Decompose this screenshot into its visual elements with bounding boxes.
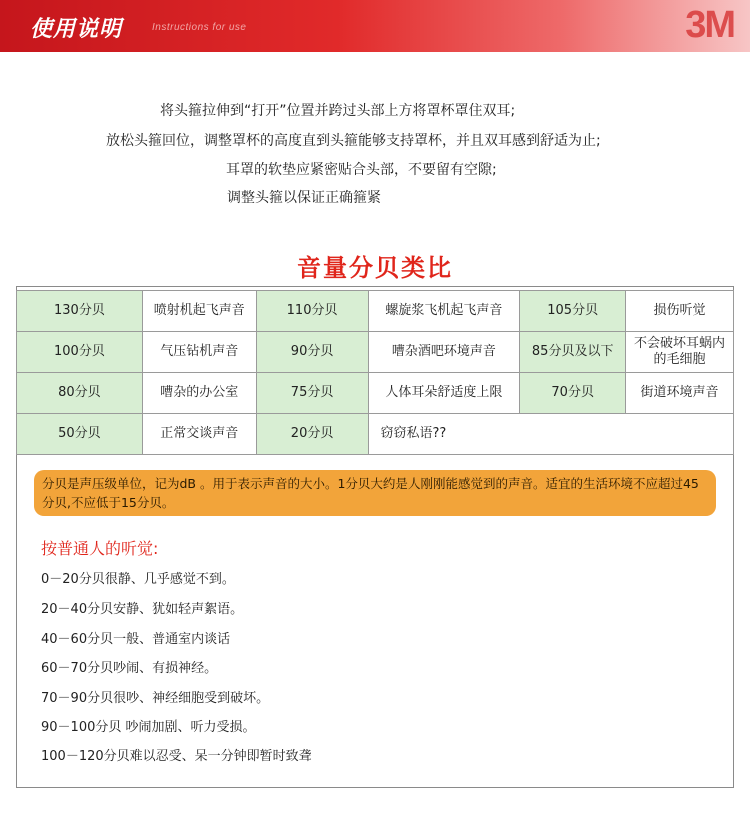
header-title: 使用说明 xyxy=(30,17,123,42)
table-cell: 气压钻机声音 xyxy=(142,332,256,373)
table-cell: 20分贝 xyxy=(256,414,368,455)
instruction-line: 调整头箍以保证正确箍紧 xyxy=(227,190,381,206)
instruction-line: 将头箍拉伸到“打开”位置并跨过头部上方将罩杯罩住双耳; xyxy=(160,103,516,119)
section-title: 音量分贝类比 xyxy=(297,254,453,282)
table-cell: 105分贝 xyxy=(520,291,626,332)
table-cell: 人体耳朵舒适度上限 xyxy=(368,373,520,414)
list-item: 90－100分贝 吵闹加剧、听力受损。 xyxy=(41,720,256,735)
instruction-line: 耳罩的软垫应紧密贴合头部，不要留有空隙; xyxy=(226,162,497,178)
table-cell: 嘈杂酒吧环境声音 xyxy=(368,332,520,373)
table-row xyxy=(17,291,734,332)
table-cell: 正常交谈声音 xyxy=(142,414,256,455)
list-item: 100－120分贝难以忍受、呆一分钟即暂时致聋 xyxy=(41,749,312,764)
table-cell: 螺旋浆飞机起飞声音 xyxy=(368,291,520,332)
table-cell: 不会破坏耳蜗内的毛细胞 xyxy=(626,332,734,373)
table-row xyxy=(17,414,734,455)
hearing-title: 按普通人的听觉: xyxy=(41,539,159,558)
list-item: 60－70分贝吵闹、有损神经。 xyxy=(41,661,218,676)
table-cell: 100分贝 xyxy=(17,332,143,373)
table-cell: 喷射机起飞声音 xyxy=(142,291,256,332)
table-row xyxy=(17,332,734,373)
table-cell: 130分贝 xyxy=(17,291,143,332)
table-cell: 85分贝及以下 xyxy=(520,332,626,373)
table-cell: 70分贝 xyxy=(520,373,626,414)
decibel-table xyxy=(16,290,734,455)
decibel-note: 分贝是声压级单位，记为dB 。用于表示声音的大小。1分贝大约是人刚刚能感觉到的声音。适宜的生活环境不应超过45分贝,不应低于15分贝。 xyxy=(34,470,716,516)
list-item: 0－20分贝很静、几乎感觉不到。 xyxy=(41,572,235,587)
header-bar xyxy=(0,0,750,52)
instruction-line: 放松头箍回位，调整罩杯的高度直到头箍能够支持罩杯，并且双耳感到舒适为止; xyxy=(106,133,601,149)
table-cell: 窃窃私语?? xyxy=(368,414,734,455)
table-cell: 90分贝 xyxy=(256,332,368,373)
list-item: 20－40分贝安静、犹如轻声絮语。 xyxy=(41,602,244,617)
table-cell: 嘈杂的办公室 xyxy=(142,373,256,414)
table-cell: 110分贝 xyxy=(256,291,368,332)
table-cell: 损伤听觉 xyxy=(626,291,734,332)
list-item: 70－90分贝很吵、神经细胞受到破坏。 xyxy=(41,691,270,706)
brand-logo: 3M xyxy=(685,4,734,46)
header-subtitle: Instructions for use xyxy=(152,22,247,33)
list-item: 40－60分贝一般、普通室内谈话 xyxy=(41,632,231,647)
table-cell: 75分贝 xyxy=(256,373,368,414)
table-cell: 50分贝 xyxy=(17,414,143,455)
table-row xyxy=(17,373,734,414)
table-cell: 街道环境声音 xyxy=(626,373,734,414)
table-cell: 80分贝 xyxy=(17,373,143,414)
